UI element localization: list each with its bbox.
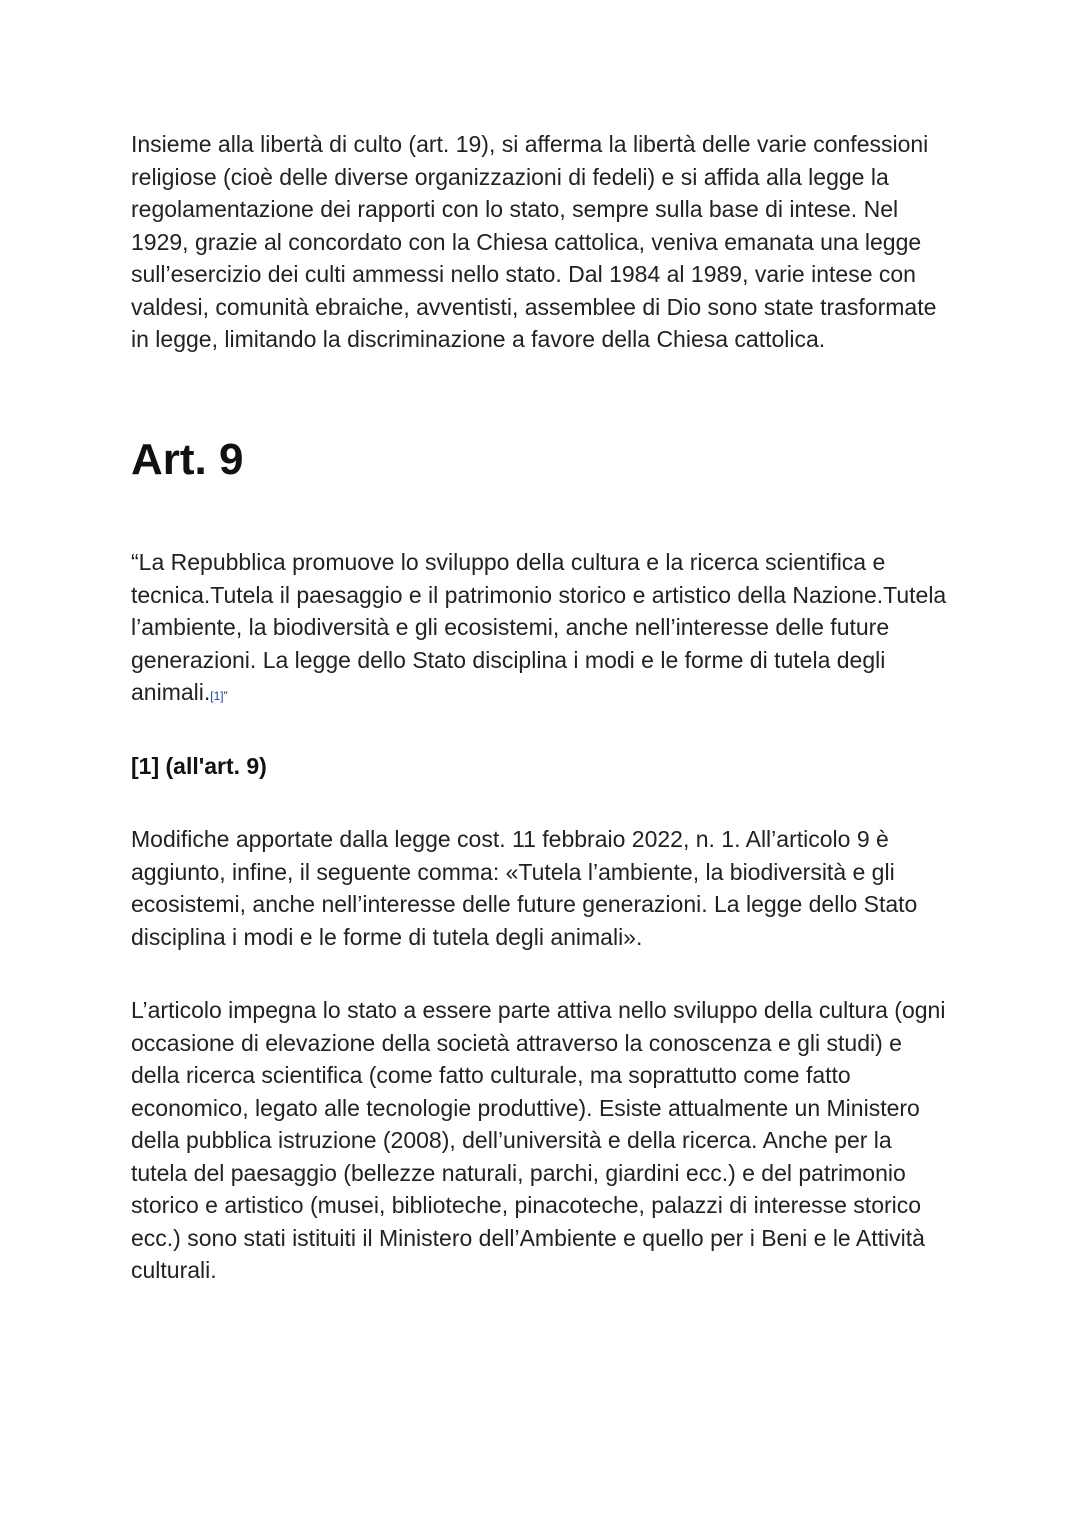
commentary-paragraph: L’articolo impegna lo stato a essere parte attiva nello sviluppo della cultura (ogni occasione di elevazione della società attraverso la conoscenza e gli studi) e della ricerca scientifica (come fatto culturale, ma soprattutto come fatto economico, legato alle tecnologie produttive). Esiste attualmente un Ministero della pubblica istruzione (2008), dell’università e della ricerca. Anche per la tutela del paesaggio (bellezze naturali, parchi, giardini ecc.) e del patrimonio storico e artistico (musei, biblioteche, pinacoteche, palazzi di interesse storico ecc.) sono stati istituiti il Ministero dell’Ambiente e quello per i Beni e le Attività culturali.: [131, 997, 946, 1283]
article-quote: [131, 546, 951, 713]
article-quote-text: “La Repubblica promuove lo sviluppo della cultura e la ricerca scientifica e tecnica.Tutela il paesaggio e il patrimonio storico e artistico della Nazione.Tutela l’ambiente, la biodiversità e gli ecosistemi, anche nell’interesse delle future generazioni. La legge dello Stato disciplina i modi e le forme di tutela degli animali.: [131, 549, 947, 705]
intro-paragraph: Insieme alla libertà di culto (art. 19), si afferma la libertà delle varie confessioni religiose (cioè delle diverse organizzazioni di fedeli) e si affida alla legge la regolamentazione dei rapporti con lo stato, sempre sulla base di intese. Nel 1929, grazie al concordato con la Chiesa cattolica, veniva emanata una legge sull’esercizio dei culti ammessi nello stato. Dal 1984 al 1989, varie intese con valdesi, comunità ebraiche, avventisti, assemblee di Dio sono state trasformate in legge, limitando la discriminazione a favore della Chiesa cattolica.: [131, 131, 937, 352]
document-page: [131, 128, 951, 1283]
footnote-reference-link[interactable]: [1]: [210, 689, 224, 703]
footnote-heading: [1] (all'art. 9): [131, 753, 267, 779]
footnote-text: Modifiche apportate dalla legge cost. 11 febbraio 2022, n. 1. All’articolo 9 è aggiunto, infine, il seguente comma: «Tutela l’ambiente, la biodiversità e gli ecosistemi, anche nell’interesse delle future generazioni. La legge dello Stato disciplina i modi e le forme di tutela degli animali».: [131, 826, 918, 950]
article-heading: Art. 9: [131, 435, 244, 484]
quote-close-mark: ”: [223, 689, 228, 703]
